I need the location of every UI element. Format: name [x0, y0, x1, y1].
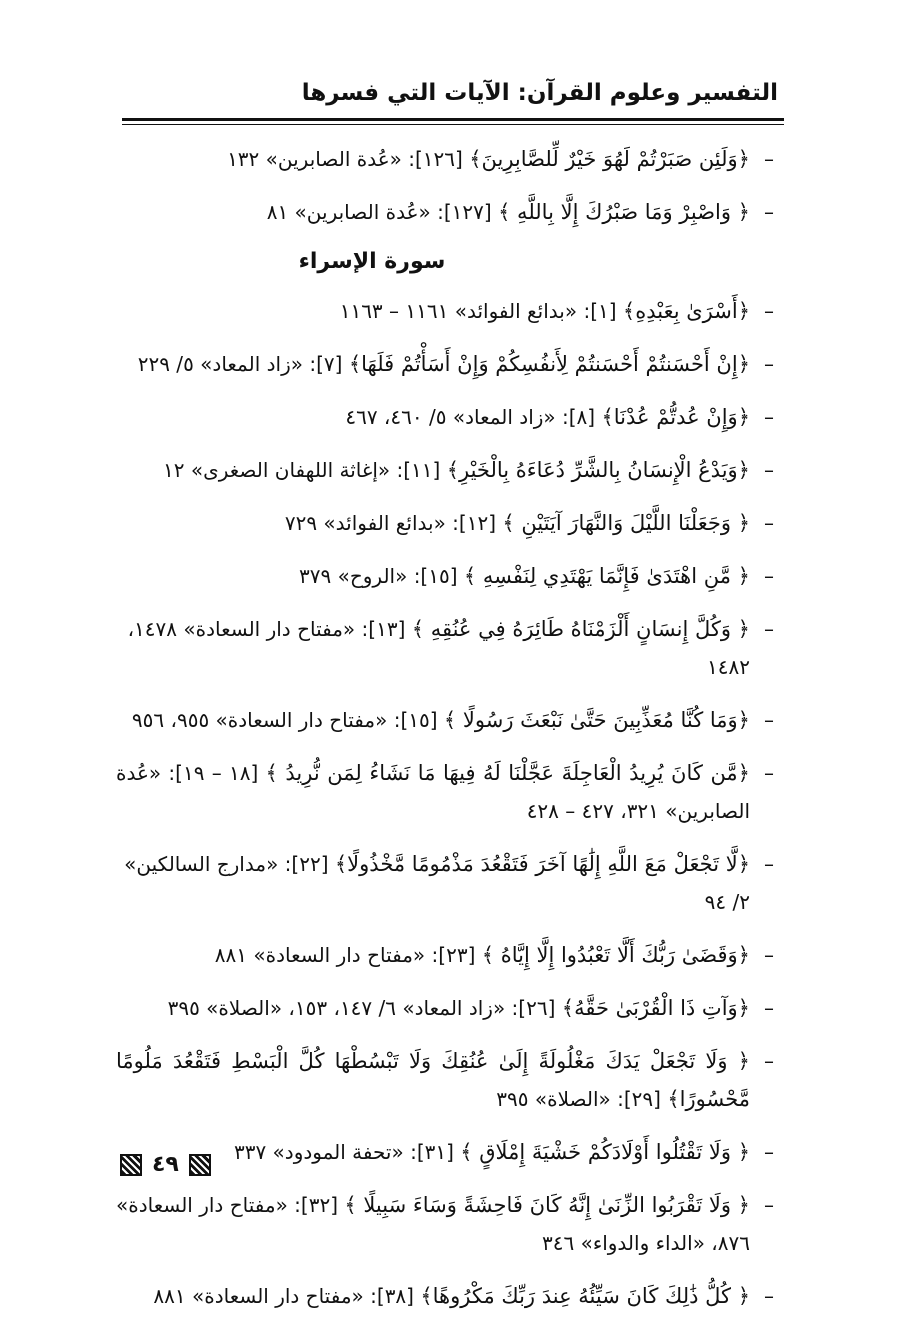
verse-text: ﴿ مَّنِ اهْتَدَىٰ فَإِنَّمَا يَهْتَدِي لِنَفْسِهِ ﴾ — [463, 564, 750, 588]
reference: [٨]: «زاد المعاد» ٥/ ٤٦٠، ٤٦٧ — [345, 405, 602, 429]
list-item: – ﴿وَقَضَىٰ رَبُّكَ أَلَّا تَعْبُدُوا إِلَّا إِيَّاهُ ﴾ [٢٣]: «مفتاح دار السعادة» ٨٨١ — [214, 943, 774, 967]
verse-text: ﴿وَمَا كُنَّا مُعَذِّبِينَ حَتَّىٰ نَبْعَثَ رَسُولًا ﴾ — [443, 708, 750, 732]
surah-heading: سورة الإسراء — [298, 249, 446, 274]
reference: [١٣]: «مفتاح دار السعادة» ١٤٧٨، ١٤٨٢ — [127, 617, 750, 679]
verse-text: ﴿ كُلُّ ذَٰلِكَ كَانَ سَيِّئُهُ عِندَ رَبِّكَ مَكْرُوهًا﴾ — [420, 1284, 750, 1308]
header-rule-thin — [122, 124, 784, 125]
list-item: – ﴿وَآتِ ذَا الْقُرْبَىٰ حَقَّهُ﴾ [٢٦]: «زاد المعاد» ٦/ ١٤٧، ١٥٣، «الصلاة» ٣٩٥ — [167, 996, 774, 1020]
verse-text: ﴿ وَاصْبِرْ وَمَا صَبْرُكَ إِلَّا بِاللَّهِ ﴾ — [498, 200, 750, 224]
list-item: – ﴿ وَلَا تَقْرَبُوا الزِّنَىٰ إِنَّهُ كَانَ فَاحِشَةً وَسَاءَ سَبِيلًا ﴾ [٣٢]: «مفتاح دار السعادة» ٨٧٦، «الداء والدواء» ٣٤٦ — [116, 1193, 774, 1255]
list-item: – ﴿وَمَا كُنَّا مُعَذِّبِينَ حَتَّىٰ نَبْعَثَ رَسُولًا ﴾ [١٥]: «مفتاح دار السعادة» ٩٥٥، ٩٥٦ — [131, 708, 774, 732]
verse-text: ﴿وَلَئِن صَبَرْتُمْ لَهُوَ خَيْرٌ لِّلصَّابِرِينَ﴾ — [469, 147, 750, 171]
verse-text: ﴿وَقَضَىٰ رَبُّكَ أَلَّا تَعْبُدُوا إِلَّا إِيَّاهُ ﴾ — [481, 943, 750, 967]
reference: [٢٢]: «مدارج السالكين» ٢/ ٩٤ — [124, 852, 750, 914]
list-item: – ﴿لَّا تَجْعَلْ مَعَ اللَّهِ إِلَٰهًا آخَرَ فَتَقْعُدَ مَذْمُومًا مَّخْذُولًا﴾ [٢٢]: «مدارج السالكين» ٢/ ٩٤ — [124, 852, 774, 914]
verse-text: ﴿ وَلَا تَجْعَلْ يَدَكَ مَغْلُولَةً إِلَىٰ عُنُقِكَ وَلَا تَبْسُطْهَا كُلَّ الْبَسْطِ فَتَقْعُدَ مَلُومًا مَّحْسُورًا﴾ — [116, 1049, 750, 1111]
running-header: التفسير وعلوم القرآن: الآيات التي فسرها — [301, 80, 778, 106]
verse-text: ﴿مَّن كَانَ يُرِيدُ الْعَاجِلَةَ عَجَّلْنَا لَهُ فِيهَا مَا نَشَاءُ لِمَن نُّرِيدُ ﴾ — [265, 761, 750, 785]
list-item: – ﴿ كُلُّ ذَٰلِكَ كَانَ سَيِّئُهُ عِندَ رَبِّكَ مَكْرُوهًا﴾ [٣٨]: «مفتاح دار السعادة» ٨٨١ — [153, 1284, 774, 1308]
reference: [٢٦]: «زاد المعاد» ٦/ ١٤٧، ١٥٣، «الصلاة» ٣٩٥ — [167, 996, 562, 1020]
verse-text: ﴿ وَلَا تَقْرَبُوا الزِّنَىٰ إِنَّهُ كَانَ فَاحِشَةً وَسَاءَ سَبِيلًا ﴾ — [344, 1193, 750, 1217]
reference: [١٢٧]: «عُدة الصابرين» ٨١ — [266, 200, 499, 224]
reference: [٢٩]: «الصلاة» ٣٩٥ — [496, 1087, 668, 1111]
list-item: – ﴿ وَاصْبِرْ وَمَا صَبْرُكَ إِلَّا بِاللَّهِ ﴾ [١٢٧]: «عُدة الصابرين» ٨١ — [266, 200, 774, 224]
list-item: – ﴿ وَلَا تَجْعَلْ يَدَكَ مَغْلُولَةً إِلَىٰ عُنُقِكَ وَلَا تَبْسُطْهَا كُلَّ الْبَسْطِ فَتَقْعُدَ مَلُومًا مَّحْسُورًا﴾ [٢٩]: «الصلاة» ٣٩٥ — [116, 1049, 774, 1111]
reference: [١٥]: «مفتاح دار السعادة» ٩٥٥، ٩٥٦ — [131, 708, 444, 732]
verse-text: ﴿ وَكُلَّ إِنسَانٍ أَلْزَمْنَاهُ طَائِرَهُ فِي عُنُقِهِ ﴾ — [411, 617, 750, 641]
list-item: – ﴿وَيَدْعُ الْإِنسَانُ بِالشَّرِّ دُعَاءَهُ بِالْخَيْرِ﴾ [١١]: «إغاثة اللهفان الصغرى» ١٢ — [162, 458, 774, 482]
list-item: – ﴿وَإِنْ عُدتُّمْ عُدْنَا﴾ [٨]: «زاد المعاد» ٥/ ٤٦٠، ٤٦٧ — [345, 405, 774, 429]
reference: [١٥]: «الروح» ٣٧٩ — [299, 564, 464, 588]
verse-list — [116, 140, 778, 1330]
reference: [٣٨]: «مفتاح دار السعادة» ٨٨١ — [153, 1284, 421, 1308]
list-item: – ﴿إِنْ أَحْسَنتُمْ أَحْسَنتُمْ لِأَنفُسِكُمْ وَإِنْ أَسَأْتُمْ فَلَهَا﴾ [٧]: «زاد المعاد» ٥/ ٢٢٩ — [137, 352, 774, 376]
verse-text: ﴿وَآتِ ذَا الْقُرْبَىٰ حَقَّهُ﴾ — [561, 996, 750, 1020]
reference: [١]: «بدائع الفوائد» ١١٦١ – ١١٦٣ — [339, 299, 623, 323]
verse-text: ﴿وَإِنْ عُدتُّمْ عُدْنَا﴾ — [601, 405, 750, 429]
verse-text: ﴿ وَلَا تَقْتُلُوا أَوْلَادَكُمْ خَشْيَةَ إِمْلَاقٍ ﴾ — [460, 1140, 750, 1164]
ornament-icon — [189, 1154, 211, 1176]
reference: [٢٣]: «مفتاح دار السعادة» ٨٨١ — [214, 943, 482, 967]
reference: [١٢]: «بدائع الفوائد» ٧٢٩ — [284, 511, 503, 535]
reference: [١١]: «إغاثة اللهفان الصغرى» ١٢ — [162, 458, 447, 482]
reference: [٧]: «زاد المعاد» ٥/ ٢٢٩ — [137, 352, 349, 376]
list-item: – ﴿ وَلَا تَقْتُلُوا أَوْلَادَكُمْ خَشْيَةَ إِمْلَاقٍ ﴾ [٣١]: «تحفة المودود» ٣٣٧ — [233, 1140, 774, 1164]
reference: [٣٢]: «مفتاح دار السعادة» ٨٧٦، «الداء والدواء» ٣٤٦ — [116, 1193, 750, 1255]
verse-text: ﴿لَّا تَجْعَلْ مَعَ اللَّهِ إِلَٰهًا آخَرَ فَتَقْعُدَ مَذْمُومًا مَّخْذُولًا﴾ — [334, 852, 750, 876]
verse-text: ﴿وَيَدْعُ الْإِنسَانُ بِالشَّرِّ دُعَاءَهُ بِالْخَيْرِ﴾ — [446, 458, 750, 482]
reference: [٣١]: «تحفة المودود» ٣٣٧ — [233, 1140, 461, 1164]
verse-text: ﴿ وَجَعَلْنَا اللَّيْلَ وَالنَّهَارَ آيَتَيْنِ ﴾ — [502, 511, 750, 535]
list-item: – ﴿ وَجَعَلْنَا اللَّيْلَ وَالنَّهَارَ آيَتَيْنِ ﴾ [١٢]: «بدائع الفوائد» ٧٢٩ — [284, 511, 774, 535]
list-item: – ﴿مَّن كَانَ يُرِيدُ الْعَاجِلَةَ عَجَّلْنَا لَهُ فِيهَا مَا نَشَاءُ لِمَن نُّرِيدُ ﴾ [١٨ – ١٩]: «عُدة الصابرين» ٣٢١، ٤٢٧ – ٤٢٨ — [116, 761, 774, 823]
list-item: – ﴿ مَّنِ اهْتَدَىٰ فَإِنَّمَا يَهْتَدِي لِنَفْسِهِ ﴾ [١٥]: «الروح» ٣٧٩ — [299, 564, 774, 588]
ornament-icon — [120, 1154, 142, 1176]
list-item: – ﴿وَلَئِن صَبَرْتُمْ لَهُوَ خَيْرٌ لِّلصَّابِرِينَ﴾ [١٢٦]: «عُدة الصابرين» ١٣٢ — [227, 147, 774, 171]
page-footer — [120, 1152, 211, 1177]
list-item: – ﴿ وَكُلَّ إِنسَانٍ أَلْزَمْنَاهُ طَائِرَهُ فِي عُنُقِهِ ﴾ [١٣]: «مفتاح دار السعادة» ١٤٧٨، ١٤٨٢ — [127, 617, 774, 679]
list-item: – ﴿أَسْرَىٰ بِعَبْدِهِ﴾ [١]: «بدائع الفوائد» ١١٦١ – ١١٦٣ — [339, 299, 774, 323]
reference: [١٢٦]: «عُدة الصابرين» ١٣٢ — [227, 147, 470, 171]
verse-text: ﴿أَسْرَىٰ بِعَبْدِهِ﴾ — [622, 299, 750, 323]
page-number: ٤٩ — [152, 1152, 179, 1177]
reference: [١٨ – ١٩]: «عُدة الصابرين» ٣٢١، ٤٢٧ – ٤٢٨ — [116, 761, 750, 823]
verse-text: ﴿إِنْ أَحْسَنتُمْ أَحْسَنتُمْ لِأَنفُسِكُمْ وَإِنْ أَسَأْتُمْ فَلَهَا﴾ — [348, 352, 750, 376]
header-rule-thick — [122, 118, 784, 121]
